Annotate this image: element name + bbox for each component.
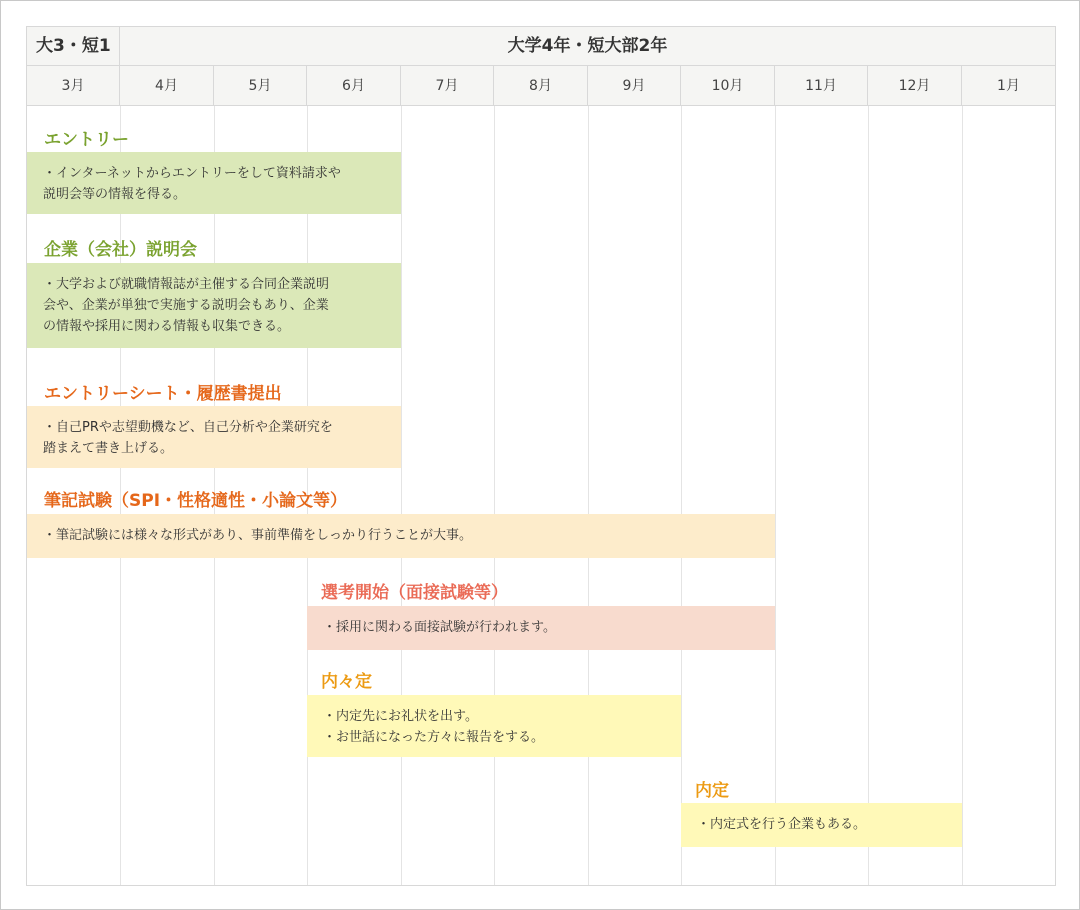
informal-offer-line: ・内定先にお礼状を出す。 bbox=[323, 709, 478, 724]
schedule-grid bbox=[26, 26, 1056, 886]
entry-sheet-box bbox=[27, 406, 401, 468]
month-label: 9月 bbox=[588, 66, 681, 106]
seminar-line: ・大学および就職情報誌が主催する合同企業説明 bbox=[43, 277, 330, 292]
selection-line: ・採用に関わる面接試験が行われます。 bbox=[323, 620, 556, 635]
month-label: 12月 bbox=[868, 66, 962, 106]
entry-sheet-line: 踏まえて書き上げる。 bbox=[43, 441, 174, 456]
entry-title: エントリー bbox=[44, 130, 129, 150]
month-label: 3月 bbox=[27, 66, 120, 106]
month-label: 1月 bbox=[997, 78, 1020, 94]
selection-title: 選考開始（面接試験等） bbox=[321, 583, 508, 603]
entry-sheet-title: エントリーシート・履歴書提出 bbox=[44, 384, 282, 404]
seminar-line: の情報や採用に関わる情報も収集できる。 bbox=[43, 319, 291, 334]
seminar-title: 企業（会社）説明会 bbox=[44, 240, 197, 260]
seminar-box bbox=[27, 263, 401, 348]
informal-offer-title: 内々定 bbox=[321, 672, 372, 692]
month-header-row bbox=[27, 66, 1055, 106]
month-label: 11月 bbox=[775, 66, 868, 106]
selection-box bbox=[307, 606, 775, 650]
offer-title: 内定 bbox=[695, 781, 729, 801]
month-label: 7月 bbox=[401, 66, 494, 106]
year-label-junior: 大3・短1 bbox=[27, 27, 120, 66]
column-divider bbox=[775, 106, 776, 885]
offer-box bbox=[681, 803, 962, 847]
column-divider bbox=[494, 106, 495, 885]
seminar-line: 会や、企業が単独で実施する説明会もあり、企業 bbox=[43, 298, 329, 313]
informal-offer-box bbox=[307, 695, 681, 757]
month-label: 4月 bbox=[120, 66, 214, 106]
year-header-row bbox=[27, 27, 1055, 66]
entry-box bbox=[27, 152, 401, 214]
year-label-senior: 大学4年・短大部2年 bbox=[507, 36, 668, 56]
month-label: 8月 bbox=[494, 66, 588, 106]
entry-line: ・インターネットからエントリーをして資料請求や bbox=[43, 166, 341, 181]
column-divider bbox=[588, 106, 589, 885]
column-divider bbox=[868, 106, 869, 885]
month-label: 5月 bbox=[214, 66, 307, 106]
entry-sheet-line: ・自己PRや志望動機など、自己分析や企業研究を bbox=[43, 420, 333, 435]
written-test-title: 筆記試験（SPI・性格適性・小論文等） bbox=[44, 491, 348, 511]
month-label: 6月 bbox=[307, 66, 401, 106]
column-divider bbox=[681, 106, 682, 885]
month-label: 10月 bbox=[681, 66, 775, 106]
column-divider bbox=[962, 106, 963, 885]
written-test-box bbox=[27, 514, 775, 558]
offer-line: ・内定式を行う企業もある。 bbox=[697, 817, 867, 832]
column-divider bbox=[401, 106, 402, 885]
entry-line: 説明会等の情報を得る。 bbox=[43, 187, 187, 202]
written-test-line: ・筆記試験には様々な形式があり、事前準備をしっかり行うことが大事。 bbox=[43, 528, 473, 543]
informal-offer-line: ・お世話になった方々に報告をする。 bbox=[323, 730, 545, 745]
